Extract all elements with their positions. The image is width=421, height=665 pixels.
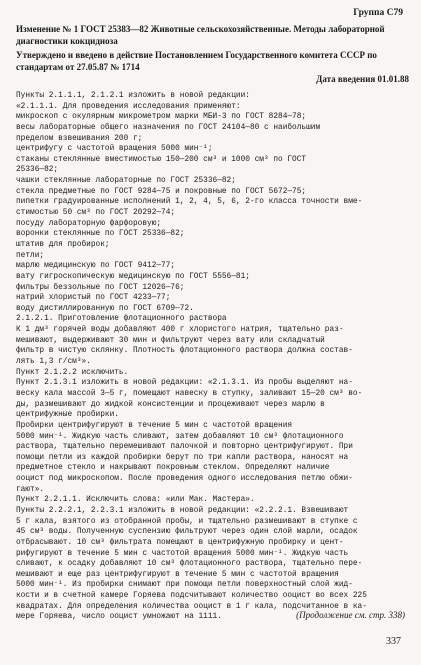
body-line: стимостью 50 см³ по ГОСТ 20292—74; [16, 209, 176, 218]
body-line: марлю медицинскую по ГОСТ 9412—77; [16, 262, 176, 271]
body-line: стаканы стеклянные вместимостью 150—200 см³ и 1000 см³ по ГОСТ [16, 155, 307, 164]
body-line: К 1 дм³ горячей воды добавляют 400 г хлористого натрия, тщательно раз- [16, 326, 344, 335]
body-line: Пункты 2.1.1.1, 2.1.2.1 изложить в новой редакции: [16, 92, 250, 100]
continued-note: (Продолжение см. стр. 338) [296, 610, 405, 620]
body-line: мешивают и еще раз центрифугируют в течение 5 мин с частотой вращения [16, 570, 339, 579]
body-line: петли; [16, 251, 45, 260]
body-line: центрифужные пробирки. [16, 411, 119, 420]
body-line: Пункт 2.1.3.1 изложить в новой редакции: «2.1.3.1. Из пробы выделяют на- [16, 379, 353, 388]
body-line: «2.1.1.1. Для проведения исследования применяют: [16, 102, 241, 111]
body-line: помощи петли из каждой пробирки берут по три капли раствора, наносят на [16, 453, 349, 462]
body-line: стекла предметные по ГОСТ 9284—75 и покровные по ГОСТ 5672—75; [16, 187, 307, 196]
body-line: ооцист под микроскопом. После проведения одного исследования петлю обжи- [16, 475, 353, 484]
body-line: Пробирки центрифугируют в течение 5 мин с частотой вращения [16, 421, 293, 430]
body-line: вату гигроскопическую медицинскую по ГОСТ 5556—81; [16, 272, 250, 281]
body-line: веску кала массой 3—5 г, помещают навеску в ступку, заливают 15—20 см³ во- [16, 389, 363, 398]
body-line: сливают, к осадку добавляют 10 см³ флотационного раствора, тщательно пере- [16, 560, 363, 569]
body-line: пределом взвешивания 200 г; [16, 134, 143, 143]
body-line: 5000 мин⁻¹. Жидкую часть сливают, затем добавляют 10 см³ флотационного [16, 432, 344, 441]
body-line: чашки стеклянные лабораторные по ГОСТ 25336—82; [16, 177, 236, 186]
body-line: штатив для пробирок; [16, 240, 110, 249]
body-line: Пункты 2.2.2.1, 2.2.3.1 изложить в новой редакции: «2.2.2.1. Взвешивают [16, 506, 349, 515]
page-number: 337 [386, 636, 401, 647]
body-line: натрий хлористый по ГОСТ 4233—77; [16, 294, 171, 303]
body-line: весы лабораторные общего назначения по ГОСТ 24104—80 с наибольшим [16, 123, 321, 132]
body-line: фильтр в чистую склянку. Плотность флотационного раствора должна состав- [16, 347, 353, 356]
amendment-title: Изменение № 1 ГОСТ 25383—82 Животные сельскохозяйственные. Методы лабораторной диагностики кокцидиоза [16, 24, 385, 46]
body-line: 5000 мин⁻¹. Из пробирки снимают при помощи петли поверхностный слой жид- [16, 581, 353, 590]
body-line: воду дистиллированную по ГОСТ 6709—72. [16, 304, 194, 313]
body-line: кости и в счетной камере Горяева подсчитывают количество ооцист во всех 225 [16, 592, 367, 601]
body-line: мере Горяева, число ооцист умножают на 1111. [16, 613, 222, 622]
body-line: 5 г кала, взятого из отобранной пробы, и тщательно размешивают в ступке с [16, 517, 358, 526]
body-line: центрифугу с частотой вращения 5000 мин⁻¹; [16, 145, 213, 154]
approval-statement: Утверждено и введено в действие Постановлением Государственного комитета СССР по стандартам от 27.05.87 № 1714 [16, 50, 377, 72]
body-line: воронки стеклянные по ГОСТ 25336—82; [16, 230, 185, 239]
body-line: ды, размешивают до жидкой консистенции и процеживают через марлю в [16, 400, 325, 409]
effective-date: Дата введения 01.01.88 [316, 74, 409, 84]
document-body [16, 91, 410, 623]
body-line: отбрасывают. 10 см³ фильтрата помещают в центрифужную пробирку и цент- [16, 538, 344, 547]
body-line: предметное стекло и накрывают покровным стеклом. Определяют наличие [16, 464, 330, 473]
body-line: 2.1.2.1. Приготовление флотационного раствора [16, 315, 227, 324]
body-line: фильтры беззольные по ГОСТ 12026—76; [16, 283, 185, 292]
body-line: квадратах. Для определения количества ооцист в 1 г кала, подсчитанное в ка- [16, 602, 367, 611]
body-line: Пункт 2.2.1.1. Исключить слова: «или Мак. Мастера». [16, 496, 255, 505]
body-line: 45 см³ воды. Полученную суспензию фильтруют через один слой марли, осадок [16, 528, 358, 537]
body-line: Пункт 2.1.2.2 исключить. [16, 368, 129, 377]
body-line: лять 1,3 г/см³». [16, 358, 91, 367]
body-line: раствора, тщательно перемешивают палочкой и повторно центрифугируют. При [16, 443, 353, 452]
body-line: мешивают, выдерживают 30 мин и фильтруют через вату или складчатый [16, 336, 325, 345]
body-line: пипетки градуированные исполнений 1, 2, 4, 5, 6, 2-го класса точности вме- [16, 198, 363, 207]
group-label: Группа С79 [353, 8, 403, 18]
body-line: микроскоп с окулярным микрометром марки МБИ-3 по ГОСТ 8284—78; [16, 113, 307, 122]
body-line: гают». [16, 485, 45, 494]
body-line: 25336—82; [16, 166, 59, 175]
body-line: посуду лабораторную фарфоровую; [16, 219, 162, 228]
body-line: рифугируют в течение 5 мин с частотой вращения 5000 мин⁻¹. Жидкую часть [16, 549, 349, 558]
